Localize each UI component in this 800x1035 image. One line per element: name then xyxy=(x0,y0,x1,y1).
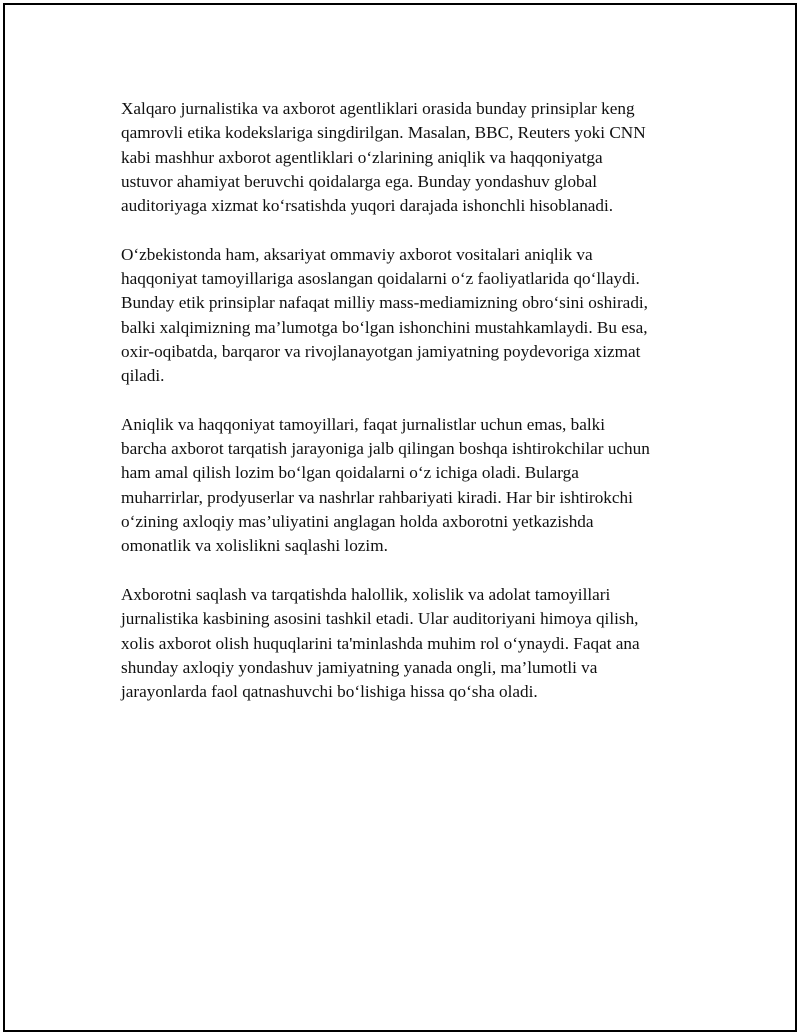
page-frame xyxy=(3,3,797,1032)
document-body xyxy=(121,97,701,729)
paragraph-1: Xalqaro jurnalistika va axborot agentliklari orasida bunday prinsiplar keng qamrovli etika kodekslariga singdirilgan. Masalan, BBC, Reuters yoki CNN kabi mashhur axborot agentliklari o‘zlarining aniqlik va haqqoniyatga ustuvor ahamiyat beruvchi qoidalarga ega. Bunday yondashuv global auditoriyaga xizmat ko‘rsatishda yuqori darajada ishonchli hisoblanadi. xyxy=(121,99,646,216)
paragraph-2: O‘zbekistonda ham, aksariyat ommaviy axborot vositalari aniqlik va haqqoniyat tamoyillariga asoslangan qoidalarni o‘z faoliyatlarida qo‘llaydi. Bunday etik prinsiplar nafaqat milliy mass-mediamizning obro‘sini oshiradi, balki xalqimizning ma’lumotga bo‘lgan ishonchini mustahkamlaydi. Bu esa, oxir-oqibatda, barqaror va rivojlanayotgan jamiyatning poydevoriga xizmat qiladi. xyxy=(121,244,648,386)
paragraph-4: Axborotni saqlash va tarqatishda halollik, xolislik va adolat tamoyillari jurnalistika kasbining asosini tashkil etadi. Ular auditoriyani himoya qilish, xolis axborot olish huquqlarini ta'minlashda muhim rol o‘ynaydi. Faqat ana shunday axloqiy yondashuv jamiyatning yanada ongli, ma’lumotli va jarayonlarda faol qatnashuvchi bo‘lishiga hissa qo‘sha oladi. xyxy=(121,584,640,702)
paragraph-3: Aniqlik va haqqoniyat tamoyillari, faqat jurnalistlar uchun emas, balki barcha axborot tarqatish jarayoniga jalb qilingan boshqa ishtirokchilar uchun ham amal qilish lozim bo‘lgan qoidalarni o‘z ichiga oladi. Bularga muharrirlar, prodyuserlar va nashrlar rahbariyati kiradi. Har bir ishtirokchi o‘zining axloqiy mas’uliyatini anglagan holda axborotni yetkazishda omonatlik va xolislikni saqlashi lozim. xyxy=(121,414,650,556)
